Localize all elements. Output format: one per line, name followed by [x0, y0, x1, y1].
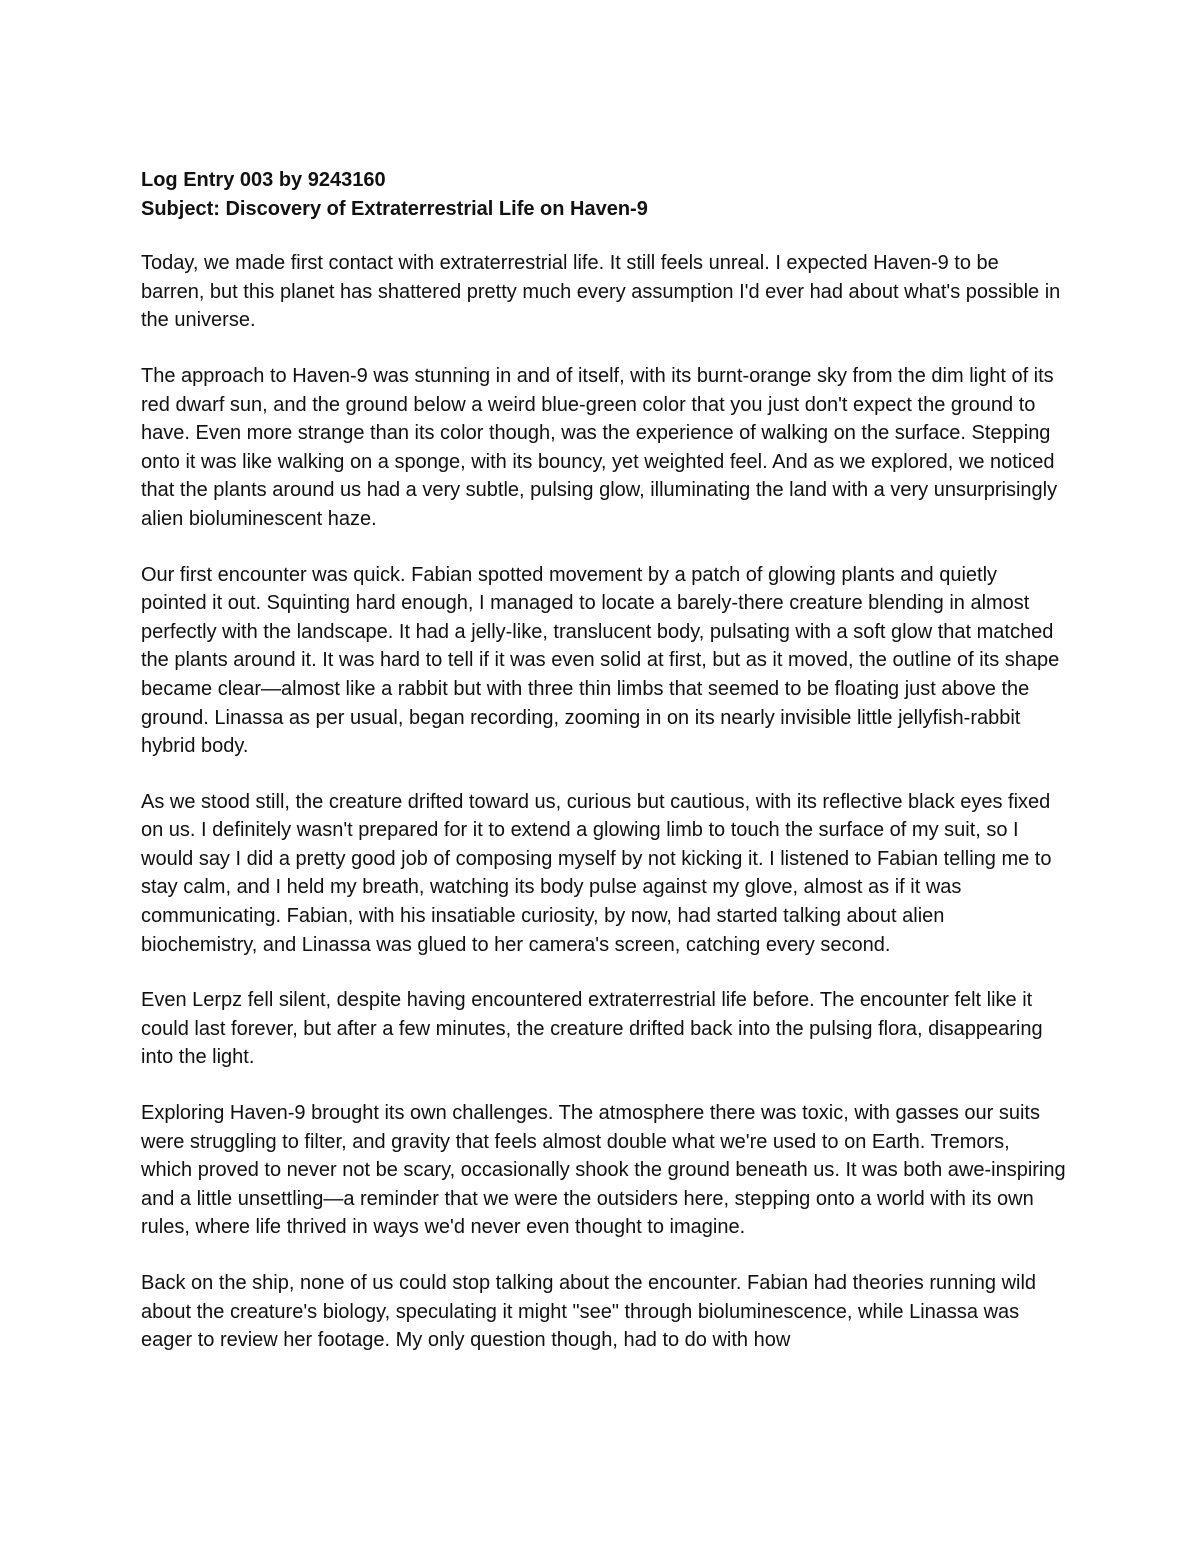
log-subject: Subject: Discovery of Extraterrestrial Life on Haven-9	[141, 197, 648, 220]
paragraph-creature-contact: As we stood still, the creature drifted toward us, curious but cautious, with its reflective black eyes fixed on us. I definitely wasn't prepared for it to extend a glowing limb to touch the surface of my suit, so I would say I did a pretty good job of composing myself by not kicking it. I listened to Fabian telling me to stay calm, and I held my breath, watching its body pulse against my glove, almost as if it was communicating. Fabian, with his insatiable curiosity, by now, had started talking about alien biochemistry, and Linassa was glued to her camera's screen, catching every second.	[141, 790, 1052, 956]
paragraph-first-encounter: Our first encounter was quick. Fabian spotted movement by a patch of glowing plants and quietly pointed it out. Squinting hard enough, I managed to locate a barely-there creature blending in almost perfectly with the landscape. It had a jelly-like, translucent body, pulsating with a soft glow that matched the plants around it. It was hard to tell if it was even solid at first, but as it moved, the outline of its shape became clear—almost like a rabbit but with three thin limbs that seemed to be floating just above the ground. Linassa as per usual, began recording, zooming in on its nearly invisible little jellyfish-rabbit hybrid body.	[141, 563, 1060, 758]
paragraph-challenges: Exploring Haven-9 brought its own challenges. The atmosphere there was toxic, with gasses our suits were struggling to filter, and gravity that feels almost double what we're used to on Earth. Tremors, which proved to never not be scary, occasionally shook the ground beneath us. It was both awe-inspiring and a little unsettling—a reminder that we were the outsiders here, stepping onto a world with its own rules, where life thrived in ways we'd never even thought to imagine.	[141, 1102, 1066, 1239]
paragraph-first-contact: Today, we made first contact with extraterrestrial life. It still feels unreal. I expected Haven-9 to be barren, but this planet has shattered pretty much every assumption I'd ever had about what's possible in the universe.	[141, 252, 1061, 332]
document-body	[141, 166, 1066, 1355]
paragraph-back-on-ship: Back on the ship, none of us could stop talking about the encounter. Fabian had theories running wild about the creature's biology, speculating it might "see" through bioluminescence, while Linassa was eager to review her footage. My only question though, had to do with how	[141, 1272, 1037, 1352]
paragraph-lerpz: Even Lerpz fell silent, despite having encountered extraterrestrial life before. The encounter felt like it could last forever, but after a few minutes, the creature drifted back into the pulsing flora, disappearing into the light.	[141, 989, 1043, 1069]
log-entry-title: Log Entry 003 by 9243160	[141, 169, 386, 191]
paragraph-approach: The approach to Haven-9 was stunning in and of itself, with its burnt-orange sky from the dim light of its red dwarf sun, and the ground below a weird blue-green color that you just don't expect the ground to have. Even more strange than its color though, was the experience of walking on the surface. Stepping onto it was like walking on a sponge, with its bouncy, yet weighted feel. And as we explored, we noticed that the plants around us had a very subtle, pulsing glow, illuminating the land with a very unsurprisingly alien bioluminescent haze.	[141, 364, 1058, 530]
